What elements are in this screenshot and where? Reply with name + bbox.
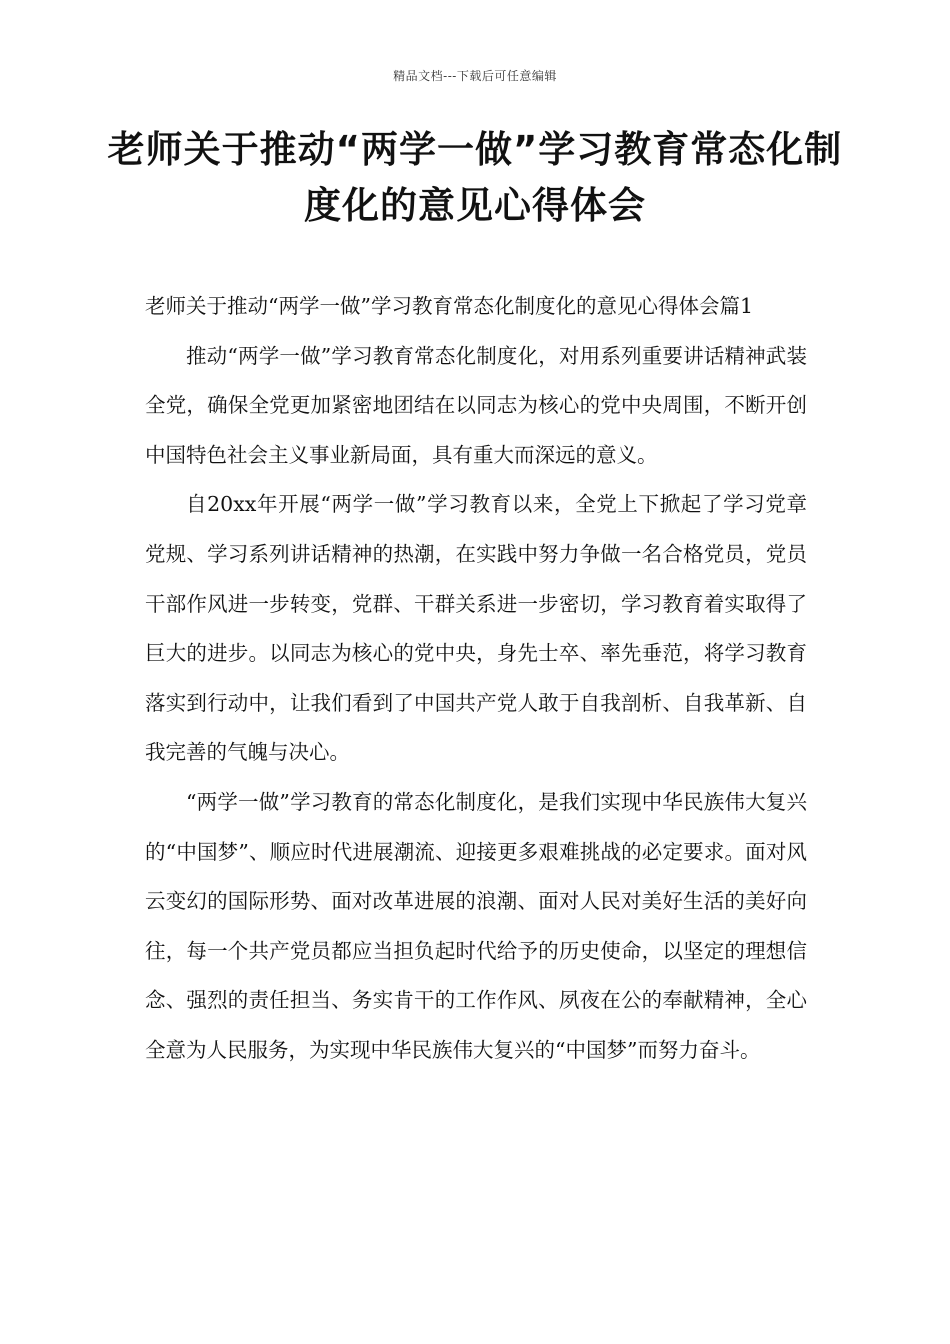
paragraph-3: “两学一做”学习教育的常态化制度化，是我们实现中华民族伟大复兴的“中国梦”、顺应时代进展潮流、迎接更多艰难挑战的必定要求。面对风云变幻的国际形势、面对改革进展的浪潮、面对人民对美好生活的美好向往，每一个共产党员都应当担负起时代给予的历史使命，以坚定的理想信念、强烈的责任担当、务实肯干的工作作风、夙夜在公的奉献精神，全心全意为人民服务，为实现中华民族伟大复兴的“中国梦”而努力奋斗。 (145, 789, 807, 1062)
document-body (145, 282, 807, 1076)
document-title: 老师关于推动“两学一做”学习教育常态化制度化的意见心得体会 (107, 128, 843, 227)
document-subtitle: 老师关于推动“两学一做”学习教育常态化制度化的意见心得体会篇1 (145, 294, 754, 318)
header-note: 精品文档---下载后可任意编辑 (393, 69, 557, 83)
paragraph-2: 自20xx年开展“两学一做”学习教育以来，全党上下掀起了学习党章党规、学习系列讲话精神的热潮，在实践中努力争做一名合格党员，党员干部作风进一步转变，党群、干群关系进一步密切，学习教育着实取得了巨大的进步。以同志为核心的党中央，身先士卒、率先垂范，将学习教育落实到行动中，让我们看到了中国共产党人敢于自我剖析、自我革新、自我完善的气魄与决心。 (145, 492, 807, 765)
paragraph-1: 推动“两学一做”学习教育常态化制度化，对用系列重要讲话精神武装全党，确保全党更加紧密地团结在以同志为核心的党中央周围，不断开创中国特色社会主义事业新局面，具有重大而深远的意义。 (145, 343, 807, 467)
